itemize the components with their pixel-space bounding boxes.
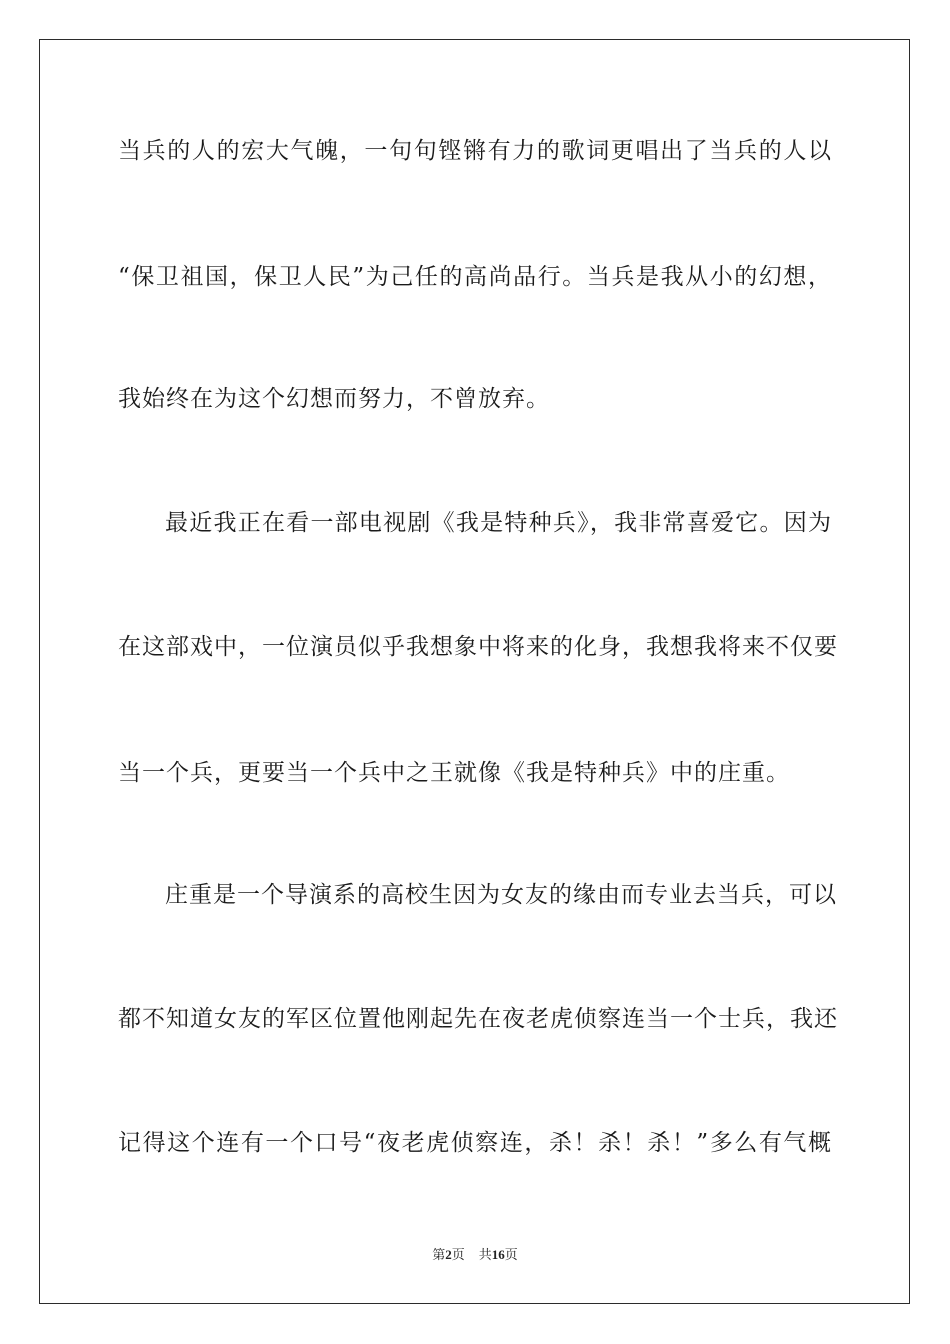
footer-page-number: 2	[445, 1247, 452, 1262]
text-line-3: 我始终在为这个幻想而努力，不曾放弃。	[118, 386, 550, 412]
footer-total-prefix: 共	[478, 1247, 492, 1262]
page-footer	[0, 1246, 950, 1264]
text-line-4: 最近我正在看一部电视剧《我是特种兵》，我非常喜爱它。因为	[165, 510, 832, 536]
text-line-7: 庄重是一个导演系的高校生因为女友的缘由而专业去当兵，可以	[165, 882, 837, 908]
text-line-5: 在这部戏中，一位演员似乎我想象中将来的化身，我想我将来不仅要	[118, 634, 838, 660]
footer-total-suffix: 页	[504, 1247, 518, 1262]
footer-page-suffix: 页	[451, 1247, 465, 1262]
text-line-2: “保卫祖国，保卫人民”为己任的高尚品行。当兵是我从小的幻想，	[118, 264, 832, 290]
footer-page-prefix: 第	[432, 1247, 446, 1262]
footer-total-pages: 16	[491, 1247, 505, 1262]
page-border	[39, 39, 910, 1304]
text-line-1: 当兵的人的宏大气魄，一句句铿锵有力的歌词更唱出了当兵的人以	[118, 138, 832, 164]
text-line-6: 当一个兵，更要当一个兵中之王就像《我是特种兵》中的庄重。	[118, 760, 790, 786]
text-line-9: 记得这个连有一个口号“夜老虎侦察连，杀！杀！杀！”多么有气概	[118, 1130, 832, 1156]
text-line-8: 都不知道女友的军区位置他刚起先在夜老虎侦察连当一个士兵，我还	[118, 1006, 838, 1032]
